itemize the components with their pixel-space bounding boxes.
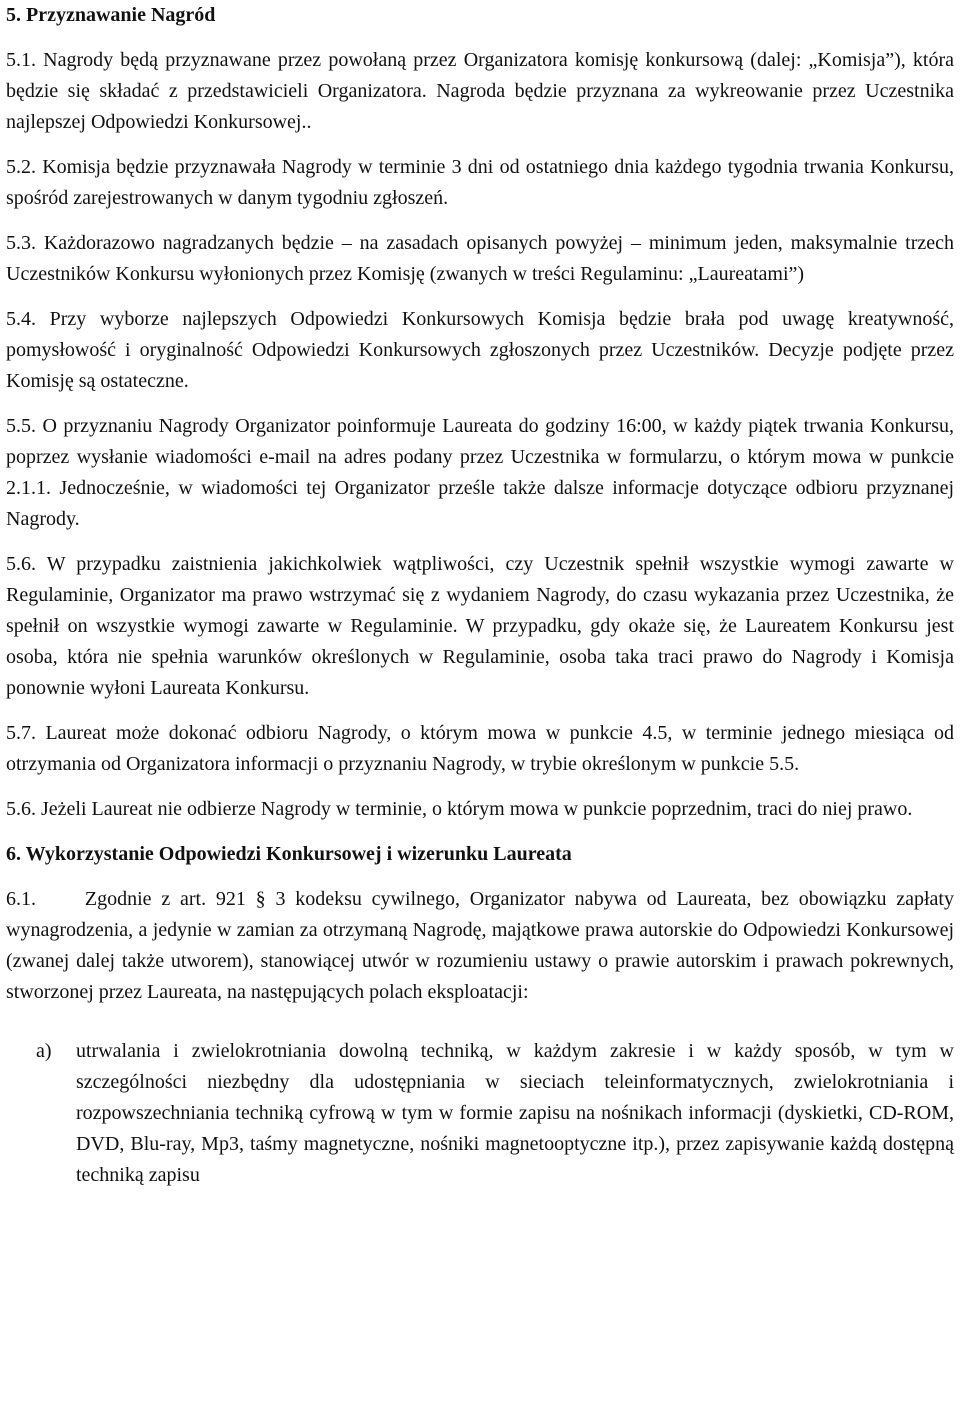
paragraph-5-3: 5.3. Każdorazowo nagradzanych będzie – na zasadach opisanych powyżej – minimum jeden, maksymalnie trzech Uczestników Konkursu wyłonionych przez Komisję (zwanych w treści Regulaminu: „Laureatami”) xyxy=(6,232,954,285)
list-item-label: a) xyxy=(36,1040,52,1062)
paragraph-5-4: 5.4. Przy wyborze najlepszych Odpowiedzi Konkursowych Komisja będzie brała pod uwagę kreatywność, pomysłowość i oryginalność Odpowiedzi Konkursowych zgłoszonych przez Uczestników. Decyzje podjęte przez Komisję są ostateczne. xyxy=(6,308,954,392)
paragraph-5-6-second: 5.6. Jeżeli Laureat nie odbierze Nagrody w terminie, o którym mowa w punkcie poprzednim, traci do niej prawo. xyxy=(6,798,913,820)
list-item-text: utrwalania i zwielokrotniania dowolną techniką, w każdym zakresie i w każdy sposób, w tym w szczególności niezbędny dla udostępniania w sieciach teleinformatycznych, zwielokrotniania i rozpowszechniania techniką cyfrową w tym w formie zapisu na nośnikach informacji (dyskietki, CD-ROM, DVD, Blu-ray, Mp3, taśmy magnetyczne, nośniki magnetooptyczne itp.), przez zapisywanie każdą dostępną techniką zapisu xyxy=(76,1040,954,1186)
paragraph-5-7: 5.7. Laureat może dokonać odbioru Nagrody, o którym mowa w punkcie 4.5, w terminie jednego miesiąca od otrzymania od Organizatora informacji o przyznaniu Nagrody, w trybie określonym w punkcie 5.5. xyxy=(6,722,954,775)
section-6-heading: 6. Wykorzystanie Odpowiedzi Konkursowej i wizerunku Laureata xyxy=(6,843,572,865)
paragraph-5-6: 5.6. W przypadku zaistnienia jakichkolwiek wątpliwości, czy Uczestnik spełnił wszystkie wymogi zawarte w Regulaminie, Organizator ma prawo wstrzymać się z wydaniem Nagrody, do czasu wykazania przez Uczestnika, że spełnił on wszystkie wymogi zawarte w Regulaminie. W przypadku, gdy okaże się, że Laureatem Konkursu jest osoba, która nie spełnia warunków określonych w Regulaminie, osoba taka traci prawo do Nagrody i Komisja ponownie wyłoni Laureata Konkursu. xyxy=(6,553,954,699)
paragraph-6-1: 6.1. Zgodnie z art. 921 § 3 kodeksu cywilnego, Organizator nabywa od Laureata, bez obowiązku zapłaty wynagrodzenia, a jedynie w zamian za otrzymaną Nagrodę, majątkowe prawa autorskie do Odpowiedzi Konkursowej (zwanej dalej także utworem), stanowiącej utwór w rozumieniu ustawy o prawie autorskim i prawach pokrewnych, stworzonej przez Laureata, na następujących polach eksploatacji: xyxy=(6,888,959,1003)
list-item xyxy=(6,1036,954,1191)
paragraph-5-5: 5.5. O przyznaniu Nagrody Organizator poinformuje Laureata do godziny 16:00, w każdy piątek trwania Konkursu, poprzez wysłanie wiadomości e-mail na adres podany przez Uczestnika w formularzu, o którym mowa w punkcie 2.1.1. Jednocześnie, w wiadomości tej Organizator prześle także dalsze informacje dotyczące odbioru przyznanej Nagrody. xyxy=(6,415,954,530)
paragraph-5-2: 5.2. Komisja będzie przyznawała Nagrody w terminie 3 dni od ostatniego dnia każdego tygodnia trwania Konkursu, spośród zarejestrowanych w danym tygodniu zgłoszeń. xyxy=(6,156,954,209)
paragraph-5-1: 5.1. Nagrody będą przyznawane przez powołaną przez Organizatora komisję konkursową (dalej: „Komisja”), która będzie się składać z przedstawicieli Organizatora. Nagroda będzie przyznana za wykreowanie przez Uczestnika najlepszej Odpowiedzi Konkursowej.. xyxy=(6,49,954,133)
exploitation-fields-list xyxy=(6,1036,954,1191)
section-5-heading: 5. Przyznawanie Nagród xyxy=(6,4,216,26)
